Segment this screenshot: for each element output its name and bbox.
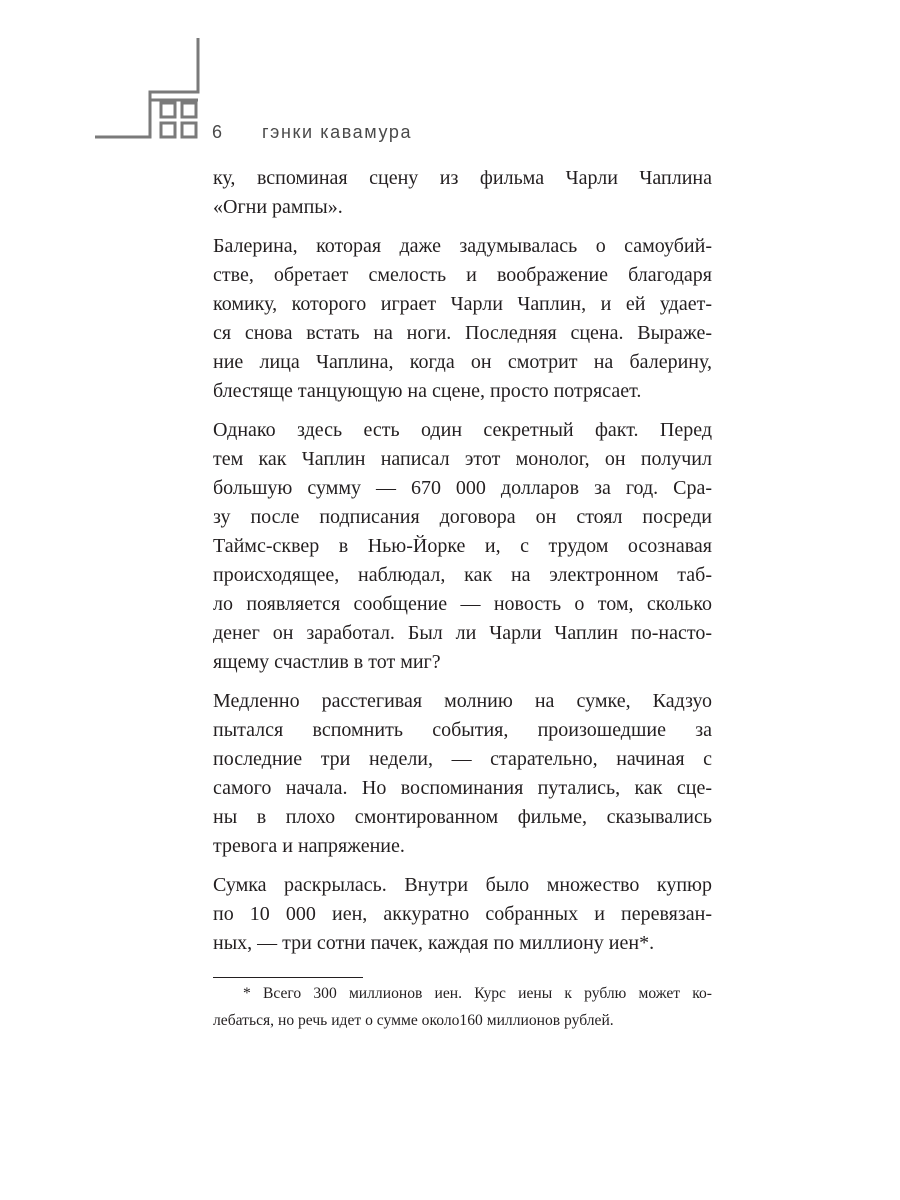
text-line: комику, которого играет Чарли Чаплин, и ей удает- (213, 293, 712, 315)
paragraph (213, 416, 712, 677)
footnote-line: лебаться, но речь идет о сумме около160 миллионов рублей. (213, 1012, 614, 1029)
text-line: последние три недели, — старательно, начиная с (213, 748, 712, 770)
running-title: гэнки кавамура (262, 122, 413, 142)
text-line: «Огни рампы». (213, 196, 343, 218)
text-line: Однако здесь есть один секретный факт. Перед (213, 419, 712, 441)
footnote-divider (213, 977, 363, 978)
text-line: ку, вспоминая сцену из фильма Чарли Чаплина (213, 167, 712, 189)
body-text (213, 164, 712, 968)
text-line: большую сумму — 670 000 долларов за год. Сра- (213, 477, 712, 499)
text-line: по 10 000 иен, аккуратно собранных и перевязан- (213, 903, 712, 925)
footnote (213, 980, 712, 1034)
footnote-line: * Всего 300 миллионов иен. Курс иены к рублю может ко- (243, 985, 712, 1002)
paragraph (213, 164, 712, 222)
text-line: Балерина, которая даже задумывалась о самоубий- (213, 235, 712, 257)
text-line: ных, — три сотни пачек, каждая по миллиону иен*. (213, 932, 655, 954)
text-line: тем как Чаплин написал этот монолог, он получил (213, 448, 712, 470)
page-number: 6 (212, 122, 224, 142)
text-line: ся снова встать на ноги. Последняя сцена. Выраже- (213, 322, 712, 344)
text-line: денег он заработал. Был ли Чарли Чаплин по-насто- (213, 622, 712, 644)
text-line: ны в плохо смонтированном фильме, сказывались (213, 806, 712, 828)
header-ornament (0, 0, 230, 150)
text-line: зу после подписания договора он стоял посреди (213, 506, 712, 528)
text-line: пытался вспомнить события, произошедшие за (213, 719, 712, 741)
text-line: тревога и напряжение. (213, 835, 405, 857)
paragraph (213, 871, 712, 958)
text-line: происходящее, наблюдал, как на электронном таб- (213, 564, 712, 586)
text-line: самого начала. Но воспоминания путались, как сце- (213, 777, 712, 799)
text-line: Сумка раскрылась. Внутри было множество купюр (213, 874, 712, 896)
text-line: Медленно расстегивая молнию на сумке, Кадзуо (213, 690, 712, 712)
text-line: блестяще танцующую на сцене, просто потрясает. (213, 380, 642, 402)
text-line: стве, обретает смелость и воображение благодаря (213, 264, 712, 286)
paragraph (213, 687, 712, 861)
text-line: ящему счастлив в тот миг? (213, 651, 441, 673)
paragraph (213, 232, 712, 406)
text-line: ние лица Чаплина, когда он смотрит на балерину, (213, 351, 712, 373)
text-line: ло появляется сообщение — новость о том, сколько (213, 593, 712, 615)
text-line: Таймс-сквер в Нью-Йорке и, с трудом осознавая (213, 535, 712, 557)
